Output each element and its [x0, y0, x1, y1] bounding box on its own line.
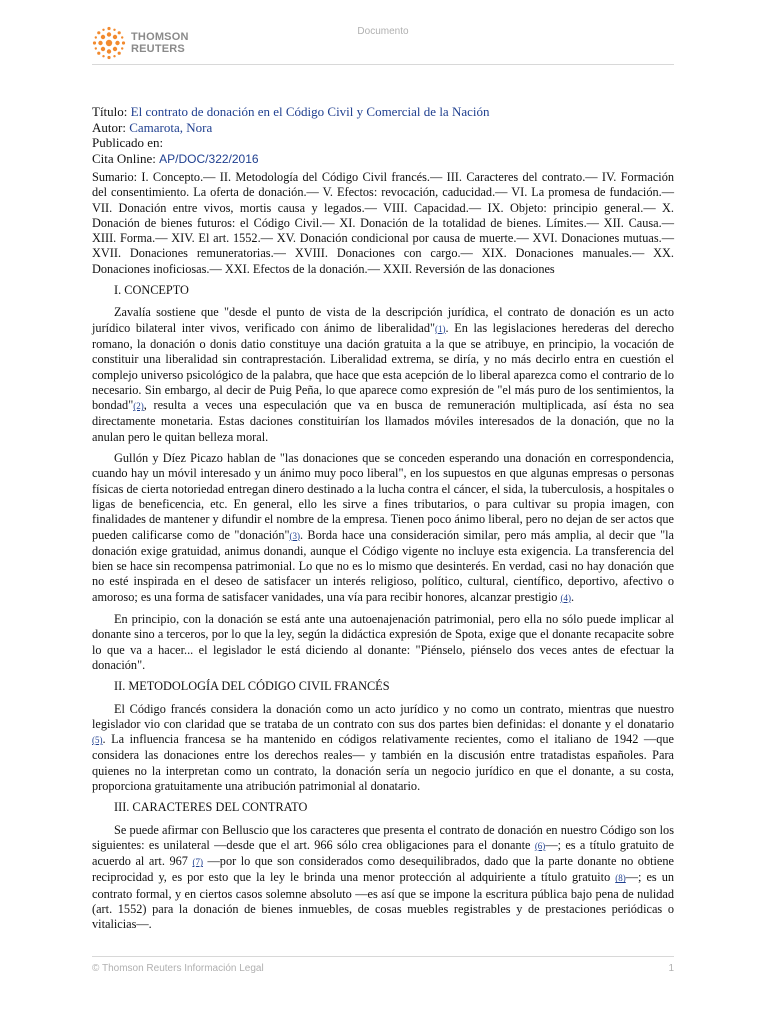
paragraph [92, 451, 674, 606]
paragraph [92, 702, 674, 795]
paragraph-text: Gullón y Díez Picazo hablan de "las donaciones que se conceden esperando una donación en correspondencia, cuando hay un móvil interesado y un ánimo muy poco liberal", en los supuestos en que algunas empresas o personas físicas de cierta notoriedad entregan dinero destinado a la lucha contra el cáncer, el sida, la tuberculosis, a hospitales o ligas de beneficencia, etc. En general, ello les sirve a fines tributarios, o para cultivar su propia imagen, con finalidades de mantener y difundir el nombre de la empresa. Tienen poco ánimo liberal, pero no dejan de ser actos que pueden calificarse como de "donación" [92, 451, 674, 542]
author-name: Camarota, Nora [129, 119, 213, 135]
author-label: Autor: [92, 119, 126, 135]
logo-line-2: REUTERS [131, 43, 185, 55]
footnote-link-1[interactable]: (1) [435, 323, 446, 334]
footnote-link-2[interactable]: (2) [133, 401, 144, 412]
page-header [92, 22, 674, 65]
paragraph-text: —; es a título gratuito de acuerdo al art. 967 [92, 837, 674, 869]
page-footer [92, 956, 674, 974]
document-metadata [92, 104, 674, 167]
paragraph-text: . [570, 589, 575, 604]
paragraph-text: . La influencia francesa se ha mantenido en códigos relativamente recientes, como el italiano de 1942 —que considera las donaciones entre los derechos reales— y también en la discusión entre tratadistas españoles. Para quienes no la interpretan como un contrato, la donación sería un negocio jurídico en que el donante, a su costa, proporciona gratuitamente una atribución patrimonial al donatario. [92, 732, 674, 793]
paragraph [92, 305, 674, 445]
paragraph-text: . Borda hace una consideración similar, pero más amplia, al decir que "la donación exige gratuidad, animus donandi, aunque el Código vigente no incluye esta exigencia. La transferencia del bien se hace sin recompensa patrimonial. Lo que no es lo mismo que desinterés. En verdad, casi no hay donación que no esté inspirada en el deseo de satisfacer un interés religioso, político, cultural, científico, deportivo, afectivo o amoroso; es una forma de satisfacer vanidades, una vía para recibir honores, alcanzar prestigio [92, 527, 674, 604]
section-heading-concepto: I. CONCEPTO [114, 283, 189, 298]
paragraph-text: El Código francés considera la donación como un acto jurídico y no como un contrato, mientras que nuestro legislador vio con claridad que se trataba de un contrato con sus dos partes bien definidas: el donante y el donatario [92, 701, 674, 731]
paragraph-text: —; es un contrato formal, y en ciertos casos solemne absoluto —es así que se impone la escritura pública bajo pena de nulidad (art. 1552) para la donación de bienes inmuebles, de cosas muebles registrables y de prestaciones periódicas o vitalicias—. [92, 870, 674, 932]
author-row [92, 120, 674, 136]
paragraph: En principio, con la donación se está ante una autoenajenación patrimonial, pero ella no sólo puede implicar al donante sino a terceros, por lo que la ley, según la didáctica expresión de Spota, exige que el donante recapacite sobre lo que va a hacer... el legislador le está diciendo al donante: "Piénselo, piénselo dos veces antes de efectuar la donación". [92, 612, 674, 672]
copyright-text: © Thomson Reuters Información Legal [92, 963, 264, 974]
paragraph-text: . En las legislaciones herederas del derecho romano, la donación o donis datio constituye una dación gratuita a la que se atribuye, en principio, la vocación de constituir una liberalidad sin contraprestación. Liberalidad extrema, se diría, y no más decirlo entra en cuestión el complejo universo psicológico de la palabra, que hace que esta acepción de lo liberal aparezca como el contrario de lo necesario. Sin embargo, al decir de Puig Peña, lo que aparece como expresión de "el más puro de los sentimientos, la bondad" [92, 320, 674, 413]
citation-value: AP/DOC/322/2016 [159, 151, 259, 166]
citation-label: Cita Online: [92, 150, 156, 166]
footnote-link-5[interactable]: (5) [92, 735, 103, 746]
footnote-link-6[interactable]: (6) [534, 840, 546, 851]
summary-paragraph: Sumario: I. Concepto.— II. Metodología del Código Civil francés.— III. Caracteres del contrato.— IV. Formación del consentimiento. La oferta de donación.— V. Efectos: revocación, caducidad.— VI. La promesa de fundación.— VII. Donación entre vivos, mortis causa y legados.— VIII. Capacidad.— IX. Objeto: principio general.— X. Donación de bienes futuros: el Código Civil.— XI. Donación de la totalidad de bienes. Límites.— XII. Causa.— XIII. Forma.— XIV. El art. 1552.— XV. Donación condicional por causa de muerte.— XVI. Donaciones mutuas.— XVII. Donaciones remuneratorias.— XVIII. Donaciones con cargo.— XIX. Donaciones manuales.— XX. Donaciones inoficiosas.— XXI. Efectos de la donación.— XXII. Reversión de las donaciones [92, 170, 674, 276]
published-row [92, 135, 674, 151]
paragraph-text: Se puede afirmar con Belluscio que los caracteres que presenta el contrato de donación en nuestro Código son los siguientes: es unilateral —desde que el art. 966 sólo crea obligaciones para el donante [92, 822, 674, 852]
document-label: Documento [357, 26, 409, 37]
published-label: Publicado en: [92, 135, 164, 150]
paragraph-text: —por lo que son considerados como desequilibrados, dado que la parte donante no obtiene reciprocidad y, es por esto que la ley le brinda una menor protección al adquiriente a título gratuito [92, 854, 674, 885]
document-title: El contrato de donación en el Código Civil y Comercial de la Nación [130, 104, 490, 119]
document-body [92, 170, 674, 939]
page-number: 1 [668, 963, 674, 974]
footnote-link-4[interactable]: (4) [560, 592, 571, 603]
footnote-link-8[interactable]: (8) [615, 873, 626, 884]
citation-row [92, 151, 674, 168]
section-heading-metodologia: II. METODOLOGÍA DEL CÓDIGO CIVIL FRANCÉS [114, 679, 390, 694]
paragraph [92, 823, 674, 933]
logo-line-1: THOMSON [131, 31, 189, 43]
paragraph-text: Zavalía sostiene que "desde el punto de vista de la descripción jurídica, el contrato de donación es un acto jurídico bilateral inter vivos, verificado con ánimo de liberalidad" [92, 305, 674, 335]
paragraph-text: , resulta a veces una especulación que va en busca de remuneración multiplicada, así ésta no sea directamente monetaria. Estas daciones constituirían los llamados móviles interesados de la donación, que no la anulan pero le quitan belleza moral. [92, 398, 674, 444]
footnote-link-7[interactable]: (7) [192, 857, 203, 868]
title-label: Título: [92, 104, 128, 119]
title-row [92, 104, 674, 120]
section-heading-caracteres: III. CARACTERES DEL CONTRATO [114, 800, 308, 815]
footnote-link-3[interactable]: (3) [289, 530, 300, 541]
